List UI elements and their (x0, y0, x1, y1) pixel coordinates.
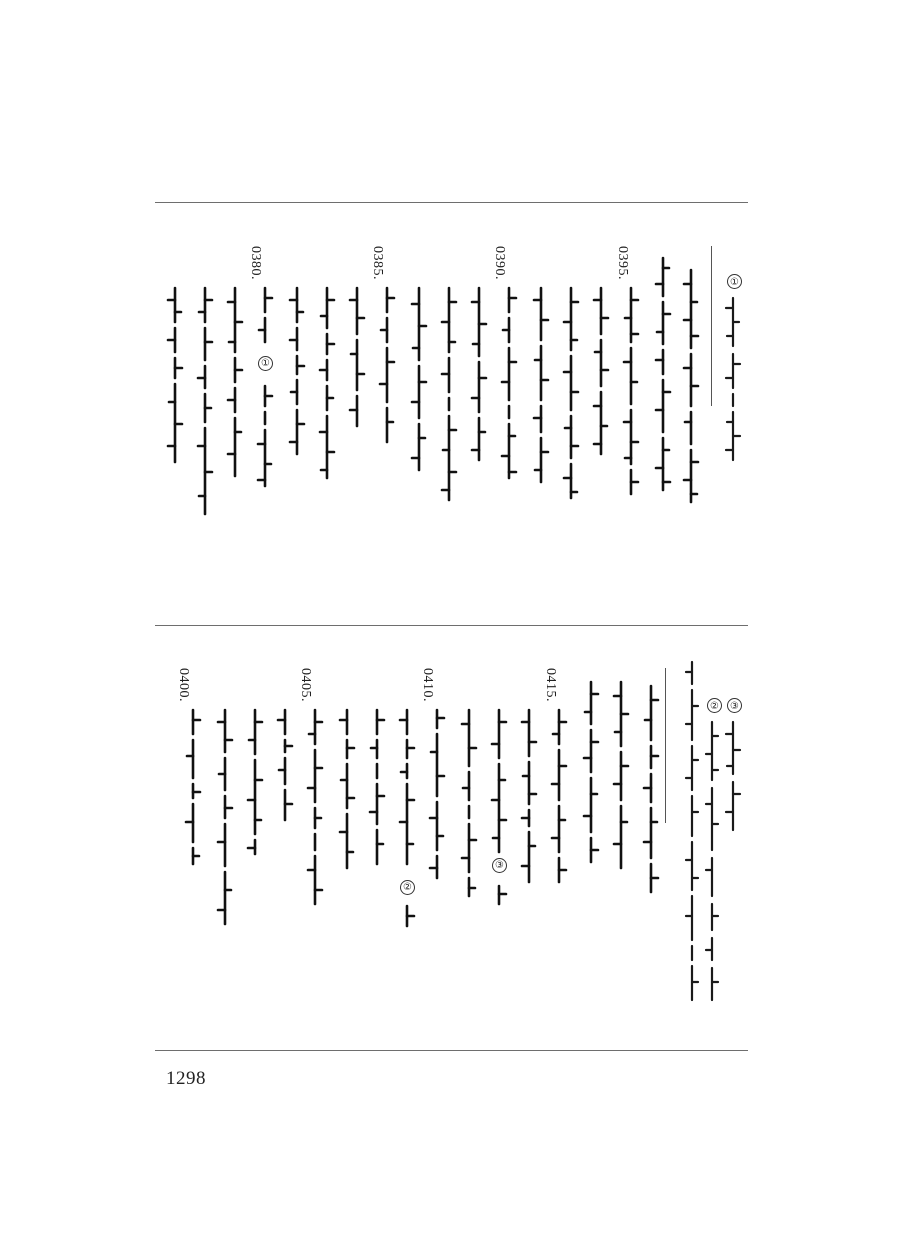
middle-rule (155, 625, 748, 626)
text-column (494, 282, 524, 522)
text-column (454, 704, 484, 944)
text-column (484, 704, 514, 944)
footnote-1-text (718, 296, 748, 476)
text-column (332, 704, 362, 944)
text-column (676, 240, 706, 540)
text-column (160, 282, 190, 522)
text-column (372, 282, 402, 522)
text-column (342, 282, 372, 522)
text-column (514, 704, 544, 944)
inline-footnote-marker: ③ (492, 858, 507, 873)
line-number: 0400. (176, 668, 191, 702)
page-number: 1298 (166, 1068, 206, 1089)
text-column (636, 662, 666, 962)
line-number: 0415. (543, 668, 558, 702)
text-column (648, 240, 678, 540)
text-column (544, 704, 574, 944)
text-column (220, 282, 250, 522)
bottom-rule (155, 1050, 748, 1051)
text-column (616, 282, 646, 522)
text-column (556, 282, 586, 522)
text-column (404, 282, 434, 522)
footnote-marker: ③ (727, 698, 742, 713)
line-number: 0395. (615, 246, 630, 280)
text-column (422, 704, 452, 944)
line-number: 0385. (370, 246, 385, 280)
footnote-separator (711, 246, 712, 406)
line-number: 0405. (298, 668, 313, 702)
text-column (526, 282, 556, 522)
text-column (240, 704, 270, 944)
text-column (270, 704, 300, 944)
text-column (312, 282, 342, 522)
text-column (282, 282, 312, 522)
text-column (434, 282, 464, 522)
footnote-2-text (680, 660, 704, 1010)
text-column (190, 282, 220, 522)
line-number: 0390. (492, 246, 507, 280)
top-rule (155, 202, 748, 203)
footnote-marker: ② (707, 698, 722, 713)
text-column (362, 704, 392, 944)
text-column (250, 282, 280, 522)
text-column (210, 704, 240, 944)
inline-footnote-marker: ② (400, 880, 415, 895)
text-column (392, 704, 422, 944)
text-column (178, 704, 208, 944)
text-column (576, 662, 606, 962)
text-column (606, 662, 636, 962)
inline-footnote-marker: ① (258, 356, 273, 371)
footnote-marker: ① (727, 274, 742, 289)
text-column (300, 704, 330, 944)
text-column (586, 282, 616, 522)
line-number: 0380. (248, 246, 263, 280)
line-number: 0410. (420, 668, 435, 702)
text-column (464, 282, 494, 522)
